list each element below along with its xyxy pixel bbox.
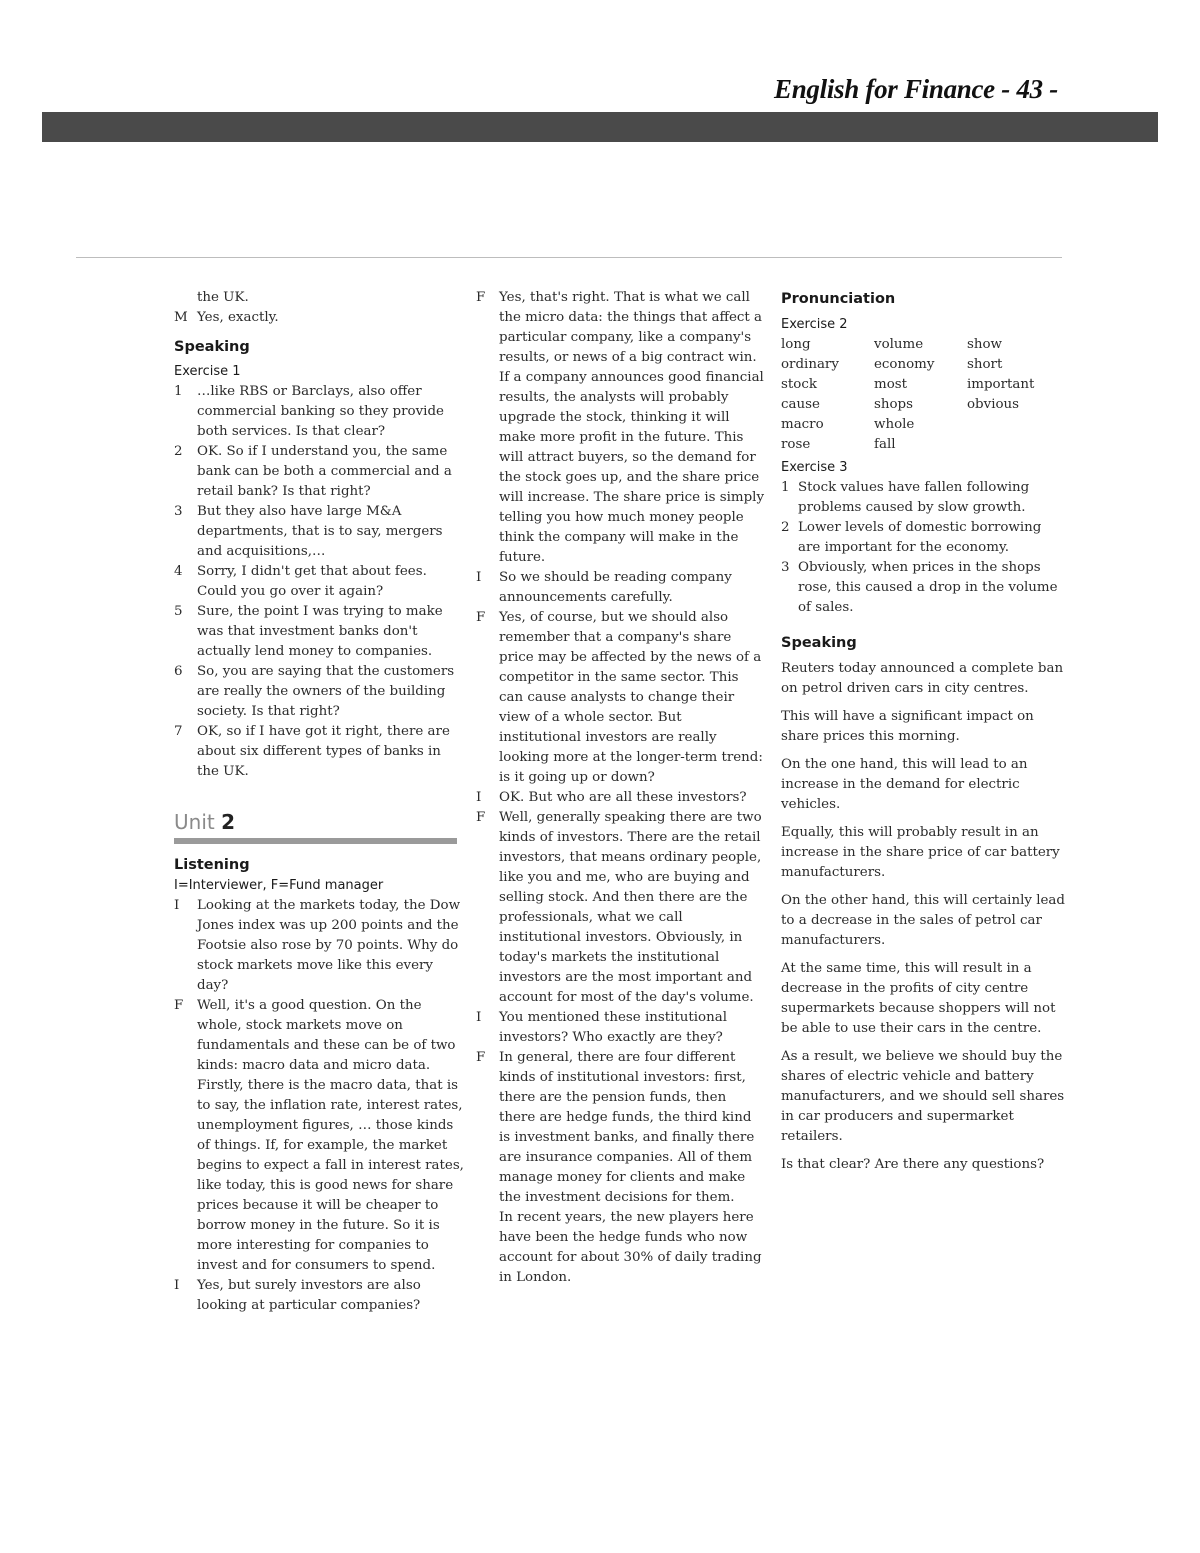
unit-title (174, 808, 464, 836)
column-1 (174, 288, 464, 1316)
speaking-paragraph: Reuters today announced a complete ban on petrol driven cars in city centres. (781, 661, 1064, 696)
listening-heading: Listening (174, 857, 250, 873)
word-cell: most (874, 377, 908, 392)
dialogue-line (476, 1008, 766, 1048)
item-number: 5 (174, 604, 183, 619)
exercise-3-heading: Exercise 3 (781, 460, 848, 475)
unit-label: Unit (174, 810, 215, 834)
dialogue-line (174, 996, 464, 1076)
exercise-1-item (174, 602, 464, 662)
speaking-heading: Speaking (781, 635, 857, 651)
item-number: 1 (781, 480, 790, 495)
word-cell: show (967, 337, 1003, 352)
speaker-marker: F (174, 998, 184, 1013)
item-text: So, you are saying that the customers are really the owners of the building society. Is that right? (197, 664, 455, 719)
word-cell: fall (874, 437, 896, 452)
speaking-paragraph: On the other hand, this will certainly lead to a decrease in the sales of petrol car manufacturers. (781, 893, 1065, 948)
speaking-paragraph: At the same time, this will result in a decrease in the profits of city centre supermarkets because shoppers will not be able to use their cars in the centre. (781, 961, 1056, 1036)
item-text: Lower levels of domestic borrowing are important for the economy. (798, 520, 1042, 555)
word-cell (967, 415, 1067, 435)
speaker-marker: F (476, 810, 486, 825)
exercise-1-item (174, 662, 464, 722)
item-text: Obviously, when prices in the shops rose, this caused a drop in the volume of sales. (798, 560, 1058, 615)
word-cell: macro (781, 417, 824, 432)
speaker-marker: M (174, 310, 188, 325)
dialogue-continuation: Firstly, there is the macro data, that is to say, the inflation rate, interest rates, unemployment figures, … those kinds of things. If, for example, the market begins to expect a fall in interest rates, like today, this is good news for share prices because it will be cheaper to borrow money in the future. So it is more interesting for companies to invest and for consumers to spend. (197, 1078, 464, 1273)
exercise-1-item (174, 502, 464, 562)
speaking-paragraph: Equally, this will probably result in an increase in the share price of car battery manufacturers. (781, 825, 1060, 880)
dialogue-line (174, 308, 464, 328)
carry-line: the UK. (197, 290, 249, 305)
dialogue-text: Yes, exactly. (197, 310, 279, 325)
column-2 (476, 288, 766, 1288)
unit-number: 2 (221, 810, 235, 834)
dialogue-line (476, 288, 766, 368)
item-text: Stock values have fallen following problems caused by slow growth. (798, 480, 1030, 515)
item-number: 2 (174, 444, 183, 459)
item-text: OK. So if I understand you, the same bank can be both a commercial and a retail bank? Is that right? (197, 444, 452, 499)
column-3 (781, 288, 1066, 1183)
word-cell: important (967, 377, 1035, 392)
dialogue-line (174, 1276, 464, 1316)
dialogue-text: In general, there are four different kinds of institutional investors: first, there are the pension funds, then there are hedge funds, the third kind is investment banks, and finally there are insurance companies. All of them manage money for clients and make the investment decisions for them. (499, 1050, 755, 1205)
speaking-paragraph: This will have a significant impact on share prices this morning. (781, 709, 1034, 744)
running-header-title: English for Finance - 43 - (774, 74, 1058, 104)
dialogue-text: Well, generally speaking there are two kinds of investors. There are the retail investors, that means ordinary people, like you and me, who are buying and selling stock. And then there are the professionals, what we call institutional investors. Obviously, in today's markets the institutional investors are the most important and account for most of the day's volume. (499, 810, 762, 1005)
item-number: 4 (174, 564, 183, 579)
speaker-marker: F (476, 1050, 486, 1065)
dialogue-line (476, 1048, 766, 1208)
exercise-1-item (174, 382, 464, 442)
item-text: …like RBS or Barclays, also offer commercial banking so they provide both services. Is that clear? (197, 384, 444, 439)
dialogue-text: Yes, that's right. That is what we call the micro data: the things that affect a particular company, like a company's results, or news of a big contract win. (499, 290, 763, 365)
speaking-heading: Speaking (174, 339, 250, 355)
dialogue-line (174, 896, 464, 996)
speaker-marker: F (476, 290, 486, 305)
dialogue-text: Looking at the markets today, the Dow Jones index was up 200 points and the Footsie also rose by 70 points. Why do stock markets move like this every day? (197, 898, 461, 993)
item-text: OK, so if I have got it right, there are about six different types of banks in the UK. (197, 724, 450, 779)
item-number: 6 (174, 664, 183, 679)
top-divider (76, 257, 1062, 258)
speaker-marker: I (174, 898, 180, 913)
header-bar (42, 112, 1158, 142)
dialogue-continuation: In recent years, the new players here have been the hedge funds who now account for about 30% of daily trading in London. (499, 1210, 762, 1285)
word-cell: volume (874, 337, 924, 352)
dialogue-line (476, 608, 766, 788)
word-cell: long (781, 337, 811, 352)
dialogue-text: OK. But who are all these investors? (499, 790, 747, 805)
exercise-1-heading: Exercise 1 (174, 364, 241, 379)
dialogue-line (476, 788, 766, 808)
item-text: Sorry, I didn't get that about fees. Could you go over it again? (197, 564, 427, 599)
dialogue-continuation: If a company announces good financial results, the analysts will probably upgrade the stock, thinking it will make more profit in the future. This will attract buyers, so the demand for the stock goes up, and the share price will increase. The share price is simply telling you how much money people think the company will make in the future. (499, 370, 765, 565)
word-cell: obvious (967, 397, 1020, 412)
exercise-3-item (781, 558, 1066, 618)
speaker-marker: I (174, 1278, 180, 1293)
dialogue-line (476, 808, 766, 1008)
dialogue-text: So we should be reading company announcements carefully. (499, 570, 732, 605)
word-cell: cause (781, 397, 820, 412)
speaker-marker: I (476, 1010, 482, 1025)
exercise-3-item (781, 518, 1066, 558)
speaking-paragraph: As a result, we believe we should buy the shares of electric vehicle and battery manufacturers, and we should sell shares in car producers and supermarket retailers. (781, 1049, 1065, 1144)
speaker-marker: I (476, 790, 482, 805)
exercise-2-word-table (781, 335, 1066, 455)
word-cell (967, 435, 1067, 455)
item-number: 3 (781, 560, 790, 575)
listening-key: I=Interviewer, F=Fund manager (174, 878, 384, 893)
dialogue-text: Yes, of course, but we should also remember that a company's share price may be affected by the news of a competitor in the same sector. This can cause analysts to change their view of a whole sector. But institutional investors are really looking more at the longer-term trend: is it going up or down? (499, 610, 763, 785)
exercise-1-item (174, 722, 464, 782)
exercise-3-item (781, 478, 1066, 518)
unit-bar (174, 838, 457, 844)
word-cell: economy (874, 357, 935, 372)
exercise-2-heading: Exercise 2 (781, 317, 848, 332)
word-cell: whole (874, 417, 915, 432)
speaker-marker: I (476, 570, 482, 585)
dialogue-text: Well, it's a good question. On the whole, stock markets move on fundamentals and these can be of two kinds: macro data and micro data. (197, 998, 456, 1073)
item-number: 3 (174, 504, 183, 519)
speaking-paragraph: On the one hand, this will lead to an increase in the demand for electric vehicles. (781, 757, 1028, 812)
word-cell: ordinary (781, 357, 839, 372)
item-number: 2 (781, 520, 790, 535)
dialogue-line (476, 568, 766, 608)
word-cell: stock (781, 377, 817, 392)
pronunciation-heading: Pronunciation (781, 291, 896, 307)
word-cell: rose (781, 437, 811, 452)
item-number: 7 (174, 724, 183, 739)
item-text: But they also have large M&A departments, that is to say, mergers and acquisitions,… (197, 504, 443, 559)
item-number: 1 (174, 384, 183, 399)
word-cell: shops (874, 397, 914, 412)
dialogue-text: You mentioned these institutional investors? Who exactly are they? (499, 1010, 728, 1045)
dialogue-text: Yes, but surely investors are also looking at particular companies? (197, 1278, 421, 1313)
exercise-1-item (174, 442, 464, 502)
exercise-1-item (174, 562, 464, 602)
word-cell: short (967, 357, 1003, 372)
speaker-marker: F (476, 610, 486, 625)
speaking-paragraph: Is that clear? Are there any questions? (781, 1157, 1045, 1172)
item-text: Sure, the point I was trying to make was that investment banks don't actually lend money to companies. (197, 604, 443, 659)
